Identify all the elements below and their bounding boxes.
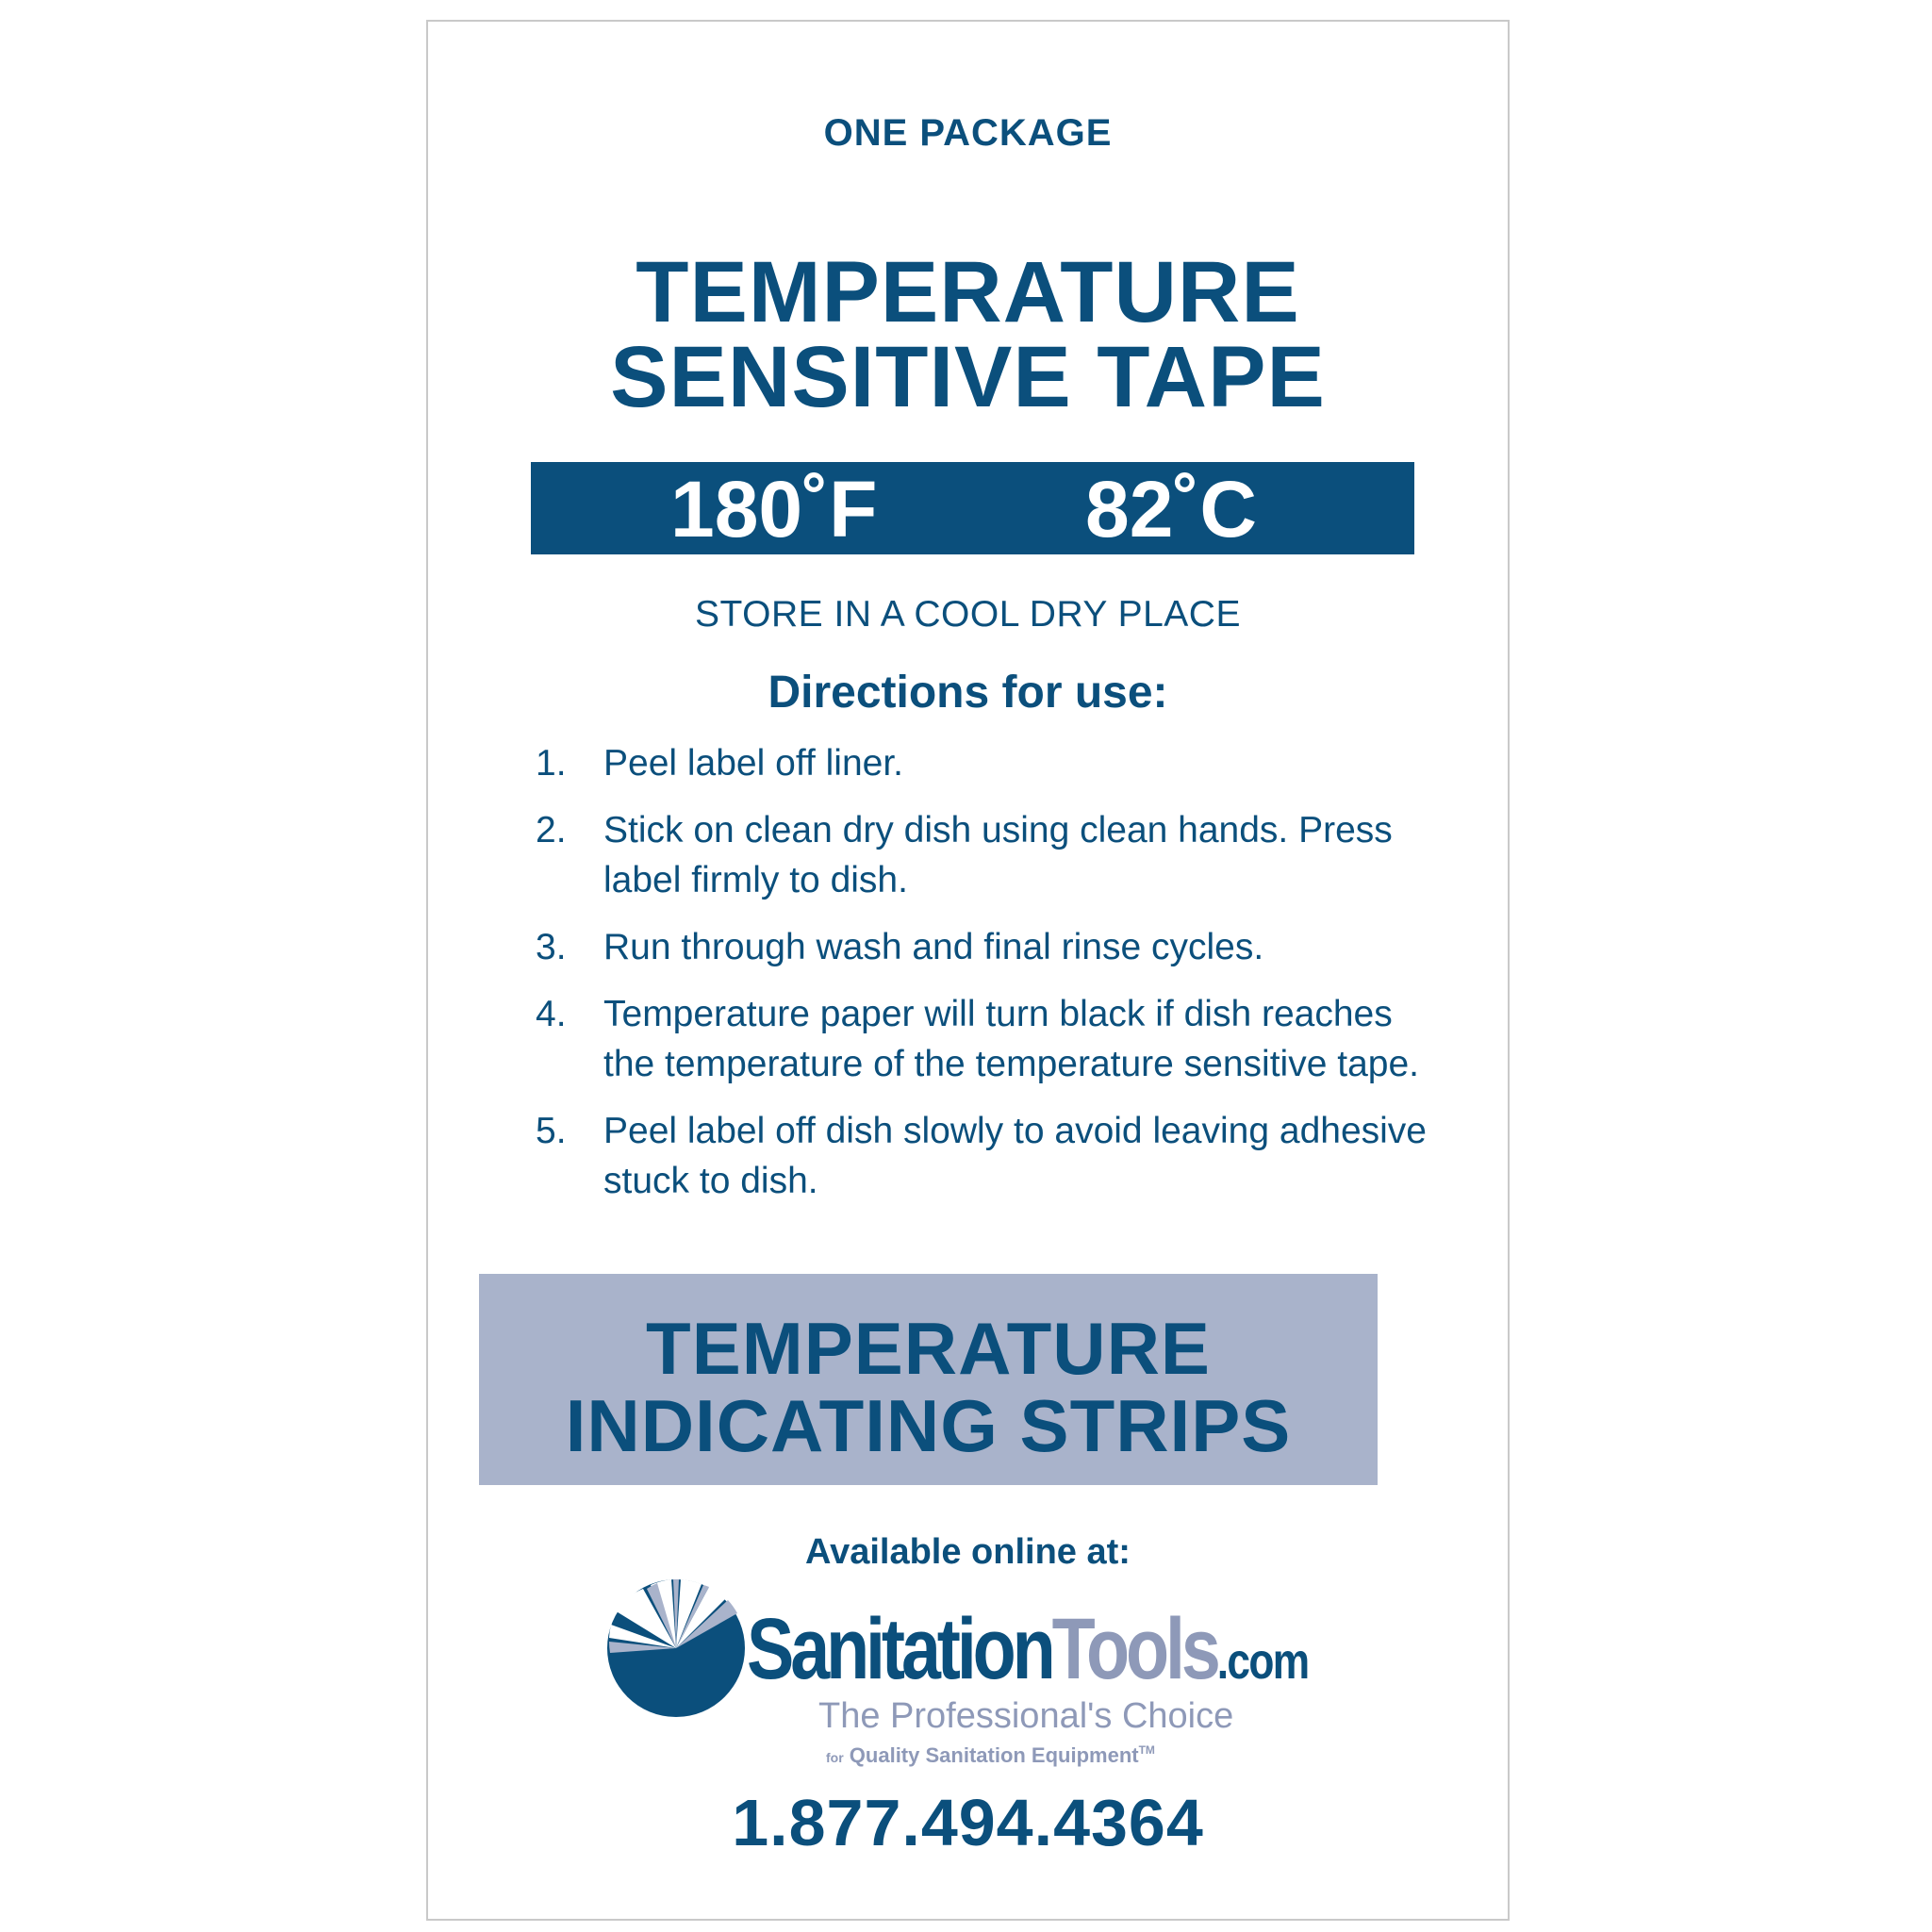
product-title-line1: TEMPERATURE	[636, 244, 1300, 340]
storage-note: STORE IN A COOL DRY PLACE	[695, 594, 1241, 635]
brand-tagline: The Professional's Choice	[818, 1696, 1234, 1736]
temperature-band	[531, 462, 1414, 554]
step-text: Stick on clean dry dish using clean hands. Press label firmly to dish.	[603, 810, 1393, 900]
promo-box	[479, 1274, 1378, 1485]
direction-step	[536, 1106, 1441, 1206]
step-text: Temperature paper will turn black if dish reaches the temperature of the temperature sensitive tape.	[603, 994, 1419, 1084]
temperature-fahrenheit: 180˚F	[670, 465, 878, 553]
step-number: 4.	[536, 994, 567, 1034]
directions-list	[536, 738, 1441, 1223]
phone-number: 1.877.494.4364	[732, 1786, 1204, 1859]
direction-step	[536, 922, 1441, 972]
direction-step	[536, 805, 1441, 905]
brand-name-part3: .com	[1216, 1633, 1309, 1690]
step-number: 1.	[536, 743, 567, 784]
temperature-celsius: 82˚C	[1085, 465, 1258, 553]
brand-name	[747, 1602, 1309, 1709]
promo-title	[479, 1307, 1378, 1467]
step-text: Peel label off liner.	[603, 743, 903, 784]
brand-logo-icon	[605, 1577, 747, 1719]
directions-heading: Directions for use:	[768, 668, 1168, 718]
step-number: 5.	[536, 1111, 567, 1151]
brand-name-part1: Sanitation	[747, 1601, 1052, 1697]
product-label	[426, 20, 1510, 1921]
available-online-text: Available online at:	[805, 1532, 1131, 1572]
promo-title-line2: INDICATING STRIPS	[565, 1384, 1292, 1467]
step-number: 3.	[536, 927, 567, 967]
brand-subtagline-text: Quality Sanitation Equipment	[849, 1743, 1139, 1767]
brand-subtagline-prefix: for	[826, 1750, 844, 1765]
package-label: ONE PACKAGE	[823, 112, 1113, 154]
brand-name-part2: Tools	[1051, 1601, 1217, 1697]
product-title-line2: SENSITIVE TAPE	[610, 329, 1326, 425]
step-text: Peel label off dish slowly to avoid leaving adhesive stuck to dish.	[603, 1111, 1427, 1201]
trademark-mark: TM	[1138, 1743, 1155, 1757]
brand-subtagline	[826, 1743, 1155, 1768]
direction-step	[536, 989, 1441, 1089]
product-title	[428, 244, 1508, 425]
direction-step	[536, 738, 1441, 788]
step-number: 2.	[536, 810, 567, 850]
step-text: Run through wash and final rinse cycles.	[603, 927, 1264, 967]
promo-title-line1: TEMPERATURE	[646, 1307, 1211, 1390]
